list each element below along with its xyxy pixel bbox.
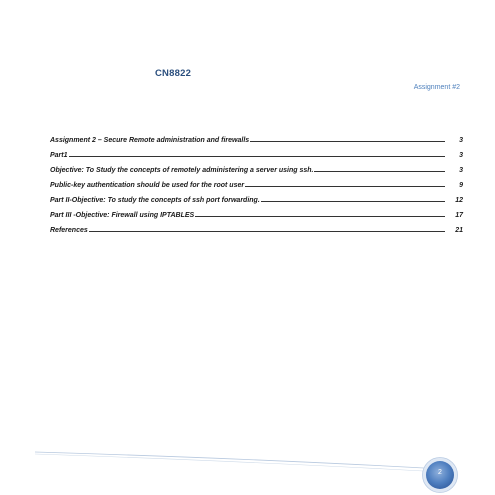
toc-entry-title: Part1 — [50, 152, 68, 159]
toc-entry-page: 21 — [455, 227, 463, 234]
toc-entry-page: 3 — [459, 137, 463, 144]
document-subtitle: Assignment #2 — [413, 84, 460, 91]
document-title: CN8822 — [155, 68, 192, 79]
toc-entry-title: Part III -Objective: Firewall using IPTABLES — [50, 212, 195, 219]
toc-entry-title: References — [50, 227, 88, 234]
toc-entry-page: 17 — [455, 212, 463, 219]
toc-entry-title: Objective: To Study the concepts of remotely administering a server using ssh. — [50, 167, 314, 174]
toc-entry-title: Assignment 2 – Secure Remote administration and firewalls — [50, 137, 250, 144]
toc-entry-page: 3 — [459, 152, 463, 159]
toc-entry-title: Public-key authentication should be used for the root user — [50, 182, 245, 189]
page-number: 2 — [438, 469, 442, 476]
toc-entry-page: 12 — [455, 197, 463, 204]
toc-entry-title: Part II-Objective: To study the concepts of ssh port forwarding. — [50, 197, 260, 204]
toc-entry-page: 9 — [459, 182, 463, 189]
toc-entry-page: 3 — [459, 167, 463, 174]
